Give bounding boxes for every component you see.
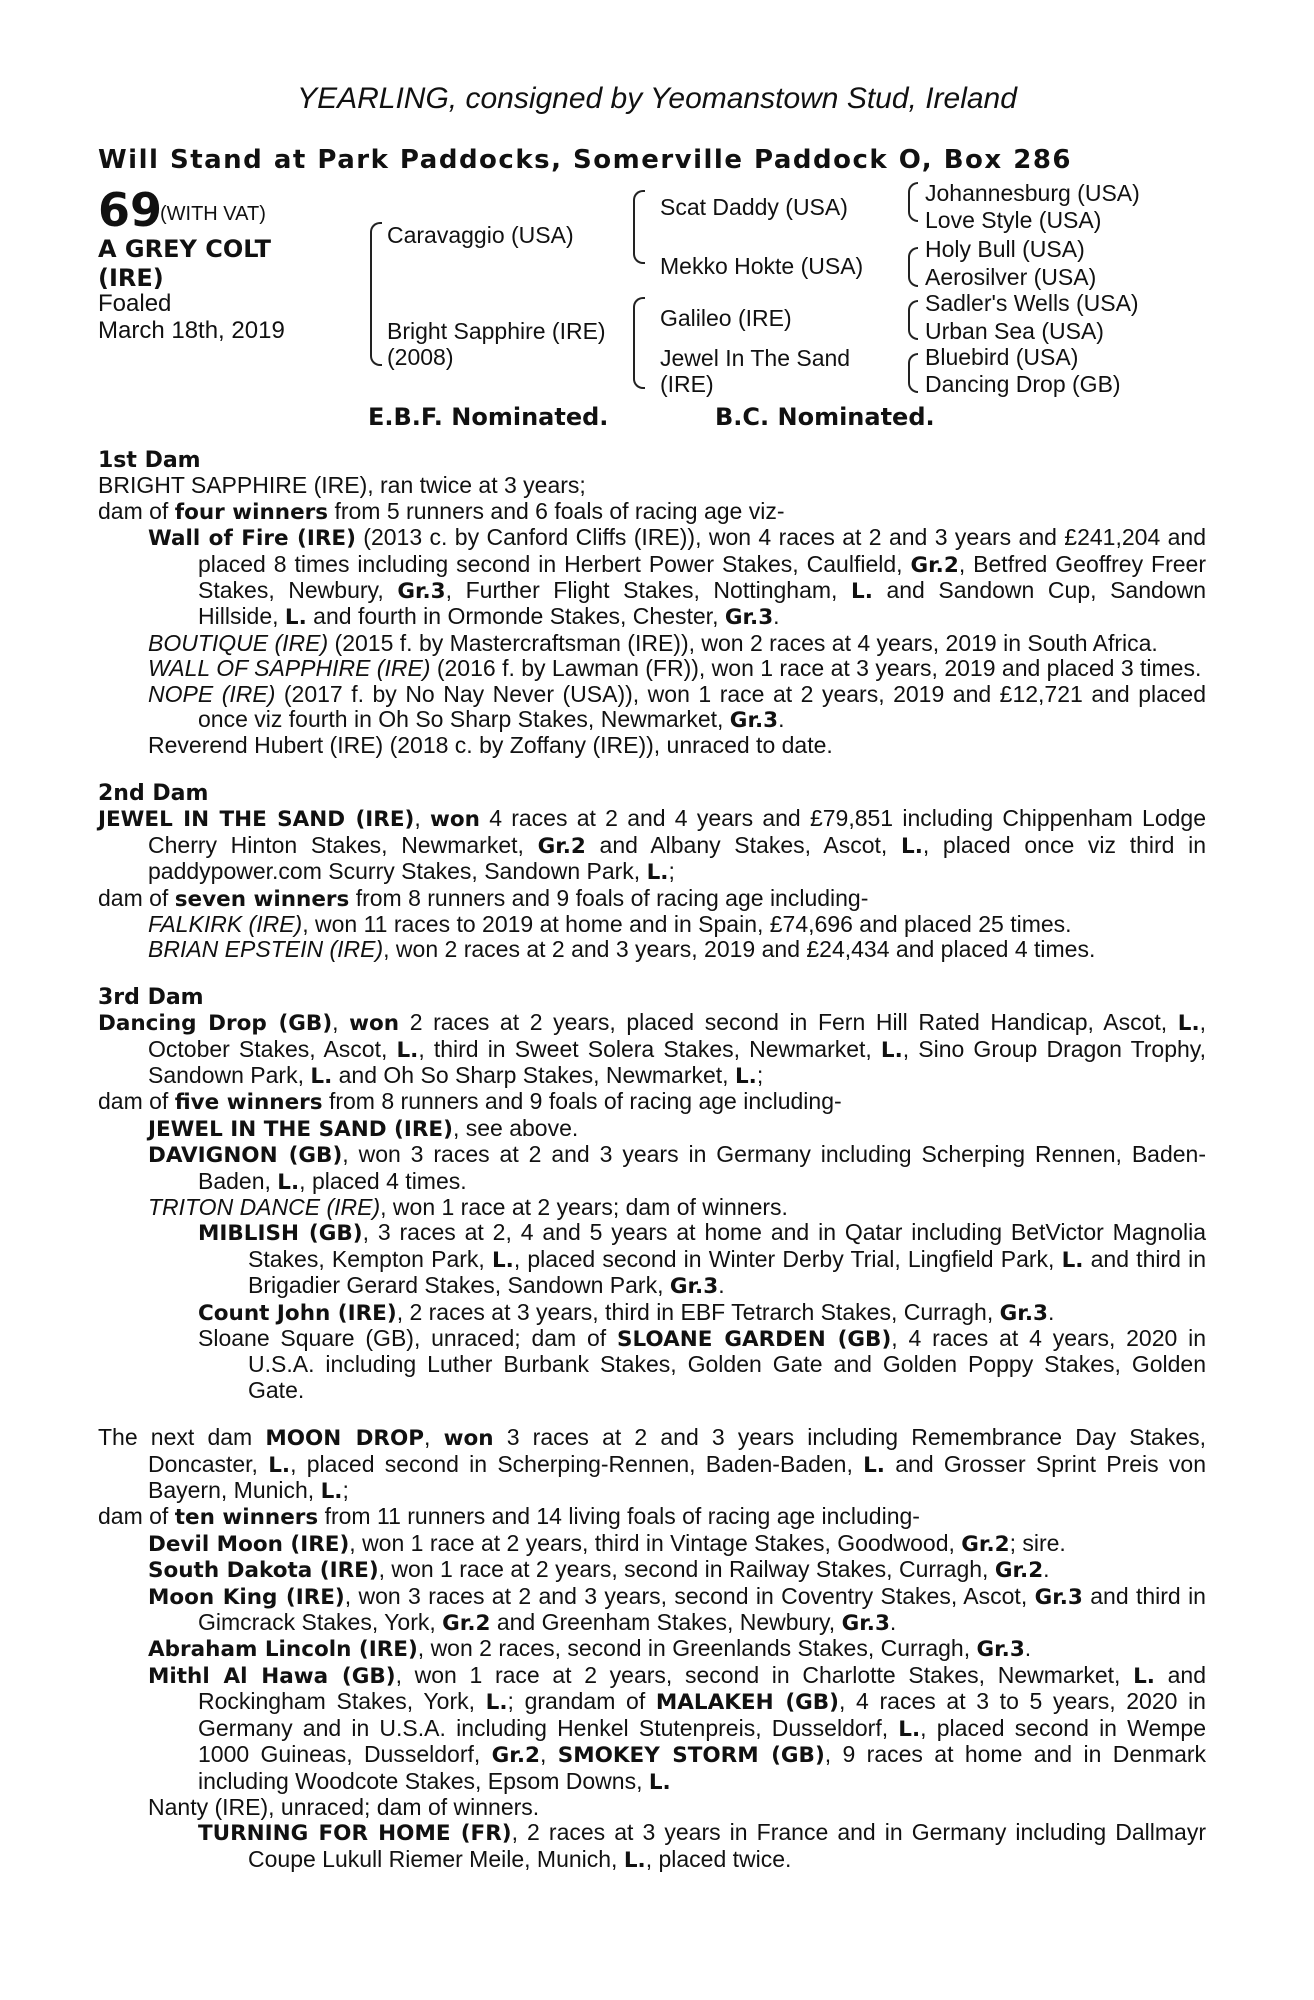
- produce-entry: Devil Moon (IRE), won 1 race at 2 years, third in Vintage Stakes, Goodwood, Gr.2; sire.: [148, 1529, 1066, 1557]
- pedigree-sire: Caravaggio (USA): [387, 222, 574, 248]
- pedigree-gen3-4: Aerosilver (USA): [925, 264, 1097, 290]
- horse-description: A GREY COLT (IRE): [98, 235, 271, 292]
- next-dam-produce-intro: dam of ten winners from 11 runners and 14 living foals of racing age including-: [98, 1503, 920, 1531]
- third-dam-produce-intro: dam of five winners from 8 runners and 9 foals of racing age including-: [98, 1088, 842, 1116]
- ebf-nominated: E.B.F. Nominated.: [368, 403, 609, 431]
- produce-entry: NOPE (IRE) (2017 f. by No Nay Never (USA)), won 1 race at 2 years, 2019 and £12,721 and placed once viz fourth in Oh So Sharp Stakes, Newmarket, Gr.3.: [148, 680, 1206, 734]
- second-dam-produce-intro: dam of seven winners from 8 runners and 9 foals of racing age including-: [98, 884, 869, 912]
- pedigree-gen3-5: Sadler's Wells (USA): [925, 290, 1139, 316]
- pedigree-sire-dam: Mekko Hokte (USA): [660, 253, 864, 279]
- produce-entry: Moon King (IRE), won 3 races at 2 and 3 years, second in Coventry Stakes, Ascot, Gr.3 and third in Gimcrack Stakes, York, Gr.2 and Greenham Stakes, Newbury, Gr.3.: [148, 1582, 1206, 1637]
- first-dam-heading: 1st Dam: [98, 448, 201, 473]
- produce-entry: Sloane Square (GB), unraced; dam of SLOANE GARDEN (GB), 4 races at 4 years, 2020 in U.S.A. including Luther Burbank Stakes, Golden Gate and Golden Poppy Stakes, Golden Gate.: [198, 1325, 1207, 1403]
- pedigree-bracket-4: [908, 353, 918, 393]
- third-dam-text: Dancing Drop (GB), won 2 races at 2 years, placed second in Fern Hill Rated Handicap, Ascot, L., October Stakes, Ascot, L., third in Sweet Solera Stakes, Newmarket, L., Sino Group Dragon Trophy, Sandown Park, L. and Oh So Sharp Stakes, Newmarket, L.;: [98, 1009, 1207, 1089]
- pedigree-dam-dam: Jewel In The Sand (IRE): [660, 345, 851, 397]
- produce-entry: FALKIRK (IRE), won 11 races to 2019 at home and in Spain, £74,696 and placed 25 times.: [148, 910, 1072, 937]
- first-dam-produce-intro: dam of four winners from 5 runners and 6 foals of racing age viz-: [98, 497, 785, 525]
- produce-entry: Mithl Al Hawa (GB), won 1 race at 2 years, second in Charlotte Stakes, Newmarket, L. and Rockingham Stakes, York, L.; grandam of MALAKEH (GB), 4 races at 3 to 5 years, 2020 in Germany and in U.S.A. including Henkel Stutenpreis, Dusseldorf, L., placed second in Wempe 1000 Guineas, Dusseldorf, Gr.2, SMOKEY STORM (GB), 9 races at home and in Denmark including Woodcote Stakes, Epsom Downs, L.: [148, 1661, 1207, 1795]
- produce-entry: Nanty (IRE), unraced; dam of winners.: [148, 1793, 540, 1820]
- produce-entry: JEWEL IN THE SAND (IRE), see above.: [148, 1114, 579, 1142]
- produce-entry: BRIAN EPSTEIN (IRE), won 2 races at 2 and 3 years, 2019 and £24,434 and placed 4 times.: [148, 936, 1096, 963]
- pedigree-bracket-3: [908, 300, 918, 340]
- lot-number: 69: [98, 183, 163, 237]
- second-dam-text: JEWEL IN THE SAND (IRE), won 4 races at 2 and 4 years and £79,851 including Chippenham Lodge Cherry Hinton Stakes, Newmarket, Gr.2 and Albany Stakes, Ascot, L., placed once viz third in paddypower.com Scurry Stakes, Sandown Park, L.;: [98, 805, 1207, 886]
- pedigree-bracket-2: [908, 247, 918, 287]
- pedigree-dam-sire: Galileo (IRE): [660, 305, 792, 331]
- stand-location: Will Stand at Park Paddocks, Somerville Paddock O, Box 286: [98, 145, 1073, 175]
- produce-entry: Reverend Hubert (IRE) (2018 c. by Zoffany (IRE)), unraced to date.: [148, 732, 833, 759]
- produce-entry: Wall of Fire (IRE) (2013 c. by Canford Cliffs (IRE)), won 4 races at 2 and 3 years and £241,204 and placed 8 times including second in Herbert Power Stakes, Caulfield, Gr.2, Betfred Geoffrey Freer Stakes, Newbury, Gr.3, Further Flight Stakes, Nottingham, L. and Sandown Cup, Sandown Hillside, L. and fourth in Ormonde Stakes, Chester, Gr.3.: [148, 524, 1206, 631]
- bc-nominated: B.C. Nominated.: [715, 403, 935, 431]
- pedigree-gen3-8: Dancing Drop (GB): [925, 371, 1121, 397]
- produce-entry: BOUTIQUE (IRE) (2015 f. by Mastercraftsman (IRE)), won 2 races at 4 years, 2019 in South Africa.: [148, 629, 1158, 656]
- pedigree-sire-sire: Scat Daddy (USA): [660, 194, 848, 220]
- produce-entry: South Dakota (IRE), won 1 race at 2 years, second in Railway Stakes, Curragh, Gr.2.: [148, 1556, 1050, 1584]
- pedigree-gen3-3: Holy Bull (USA): [925, 236, 1085, 262]
- produce-entry: Abraham Lincoln (IRE), won 2 races, second in Greenlands Stakes, Curragh, Gr.3.: [148, 1635, 1032, 1663]
- vat-note: (WITH VAT): [160, 203, 266, 225]
- second-dam-heading: 2nd Dam: [98, 780, 209, 806]
- next-dam-text: The next dam MOON DROP, won 3 races at 2 and 3 years including Remembrance Day Stakes, Doncaster, L., placed second in Scherping-Rennen, Baden-Baden, L. and Grosser Sprint Preis von Bayern, Munich, L.;: [98, 1424, 1207, 1505]
- pedigree-bracket-1: [908, 182, 918, 222]
- consignment-line: YEARLING, consigned by Yeomanstown Stud, Ireland: [297, 82, 1017, 115]
- produce-entry: TRITON DANCE (IRE), won 1 race at 2 years; dam of winners.: [148, 1193, 788, 1220]
- produce-entry: TURNING FOR HOME (FR), 2 races at 3 years in France and in Germany including Dallmayr Coupe Lukull Riemer Meile, Munich, L., placed twice.: [198, 1819, 1206, 1873]
- pedigree-gen3-2: Love Style (USA): [925, 207, 1102, 233]
- pedigree-bracket-sire: [633, 190, 645, 264]
- produce-entry: MIBLISH (GB), 3 races at 2, 4 and 5 years at home and in Qatar including BetVictor Magnolia Stakes, Kempton Park, L., placed second in Winter Derby Trial, Lingfield Park, L. and third in Brigadier Gerard Stakes, Sandown Park, Gr.3.: [198, 1219, 1206, 1300]
- first-dam-text: BRIGHT SAPPHIRE (IRE), ran twice at 3 years;: [98, 472, 586, 499]
- pedigree-dam: Bright Sapphire (IRE) (2008): [387, 318, 606, 370]
- catalogue-body: [98, 448, 1206, 1873]
- pedigree-bracket-gen1: [370, 222, 382, 366]
- pedigree-gen3-6: Urban Sea (USA): [925, 318, 1104, 344]
- pedigree-bracket-dam: [633, 297, 645, 389]
- pedigree-gen3-1: Johannesburg (USA): [925, 180, 1140, 206]
- third-dam-heading: 3rd Dam: [98, 984, 204, 1010]
- produce-entry: Count John (IRE), 2 races at 3 years, third in EBF Tetrarch Stakes, Curragh, Gr.3.: [198, 1298, 1055, 1326]
- produce-entry: DAVIGNON (GB), won 3 races at 2 and 3 years in Germany including Scherping Rennen, Baden-Baden, L., placed 4 times.: [148, 1141, 1206, 1195]
- pedigree-gen3-7: Bluebird (USA): [925, 344, 1079, 370]
- produce-entry: WALL OF SAPPHIRE (IRE) (2016 f. by Lawman (FR)), won 1 race at 3 years, 2019 and placed 3 times.: [148, 655, 1202, 682]
- foaled-info: Foaled March 18th, 2019: [98, 290, 285, 344]
